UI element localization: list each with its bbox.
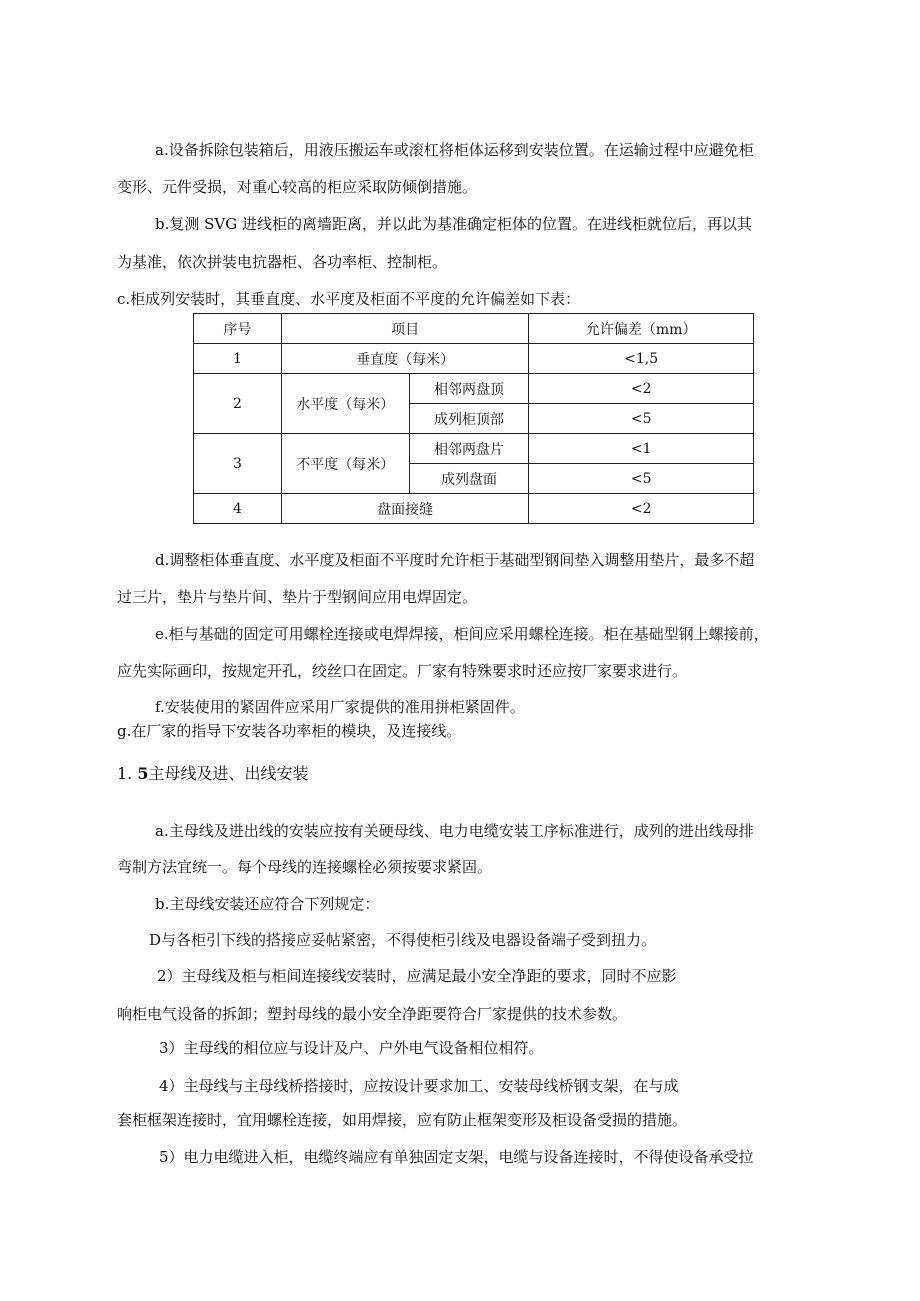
cell-tolerance: <5 xyxy=(529,404,754,434)
section-paragraph-b-line1: b.主母线安装还应符合下列规定： xyxy=(155,895,380,913)
cell-item: 垂直度（每米） xyxy=(281,344,529,374)
cell-subitem: 相邻两盘顶 xyxy=(409,374,529,404)
section-number-bold: 5 xyxy=(137,764,149,783)
cell-item: 不平度（每米） xyxy=(281,434,409,494)
cell-no: 2 xyxy=(194,374,282,434)
section-number-prefix: 1. xyxy=(117,764,138,783)
paragraph-a-line1: a.设备拆除包装箱后，用液压搬运车或滚杠将柜体运移到安装位置。在运输过程中应避免柜 xyxy=(155,141,754,159)
list-item-2-line1: 2）主母线及柜与柜间连接线安装时，应满足最小安全净距的要求，同时不应影 xyxy=(157,967,677,985)
list-item-5: 5）电力电缆进入柜，电缆终端应有单独固定支架，电缆与设备连接时，不得使设备承受拉 xyxy=(159,1148,754,1166)
table-row xyxy=(194,344,754,374)
section-paragraph-a-line1: a.主母线及进出线的安装应按有关硬母线、电力电缆安装工序标准进行，成列的进出线母排 xyxy=(155,822,754,840)
table-row xyxy=(194,494,754,524)
table-row xyxy=(194,434,754,464)
paragraph-g-line1: g.在厂家的指导下安装各功率柜的模块，及连接线。 xyxy=(117,722,462,740)
paragraph-b-line2: 为基准，依次拼装电抗器柜、各功率柜、控制柜。 xyxy=(117,253,448,271)
tolerance-table xyxy=(193,313,754,524)
list-item-4-line2: 套柜框架连接时，宜用螺栓连接，如用焊接，应有防止框架变形及柜设备受损的措施。 xyxy=(117,1111,688,1129)
cell-no: 3 xyxy=(194,434,282,494)
cell-item: 盘面接缝 xyxy=(281,494,529,524)
cell-tolerance: <5 xyxy=(529,464,754,494)
cell-no: 4 xyxy=(194,494,282,524)
paragraph-d-line1: d.调整柜体垂直度、水平度及柜面不平度时允许柜于基础型钢间垫入调整用垫片，最多不超 xyxy=(155,551,755,569)
cell-tolerance: <2 xyxy=(529,494,754,524)
list-item-1: D与各柜引下线的搭接应妥帖紧密，不得使柜引线及电器设备端子受到扭力。 xyxy=(149,931,657,949)
cell-no: 1 xyxy=(194,344,282,374)
paragraph-a-line2: 变形、元件受损，对重心较高的柜应采取防倾倒措施。 xyxy=(117,178,478,196)
list-item-4-line1: 4）主母线与主母线桥搭接时，应按设计要求加工、安装母线桥钢支架，在与成 xyxy=(159,1077,679,1095)
table-row xyxy=(194,374,754,404)
cell-item: 水平度（每米） xyxy=(281,374,409,434)
paragraph-d-line2: 过三片，垫片与垫片间、垫片于型钢间应用电焊固定。 xyxy=(117,588,478,606)
section-paragraph-a-line2: 弯制方法宜统一。每个母线的连接螺栓必须按要求紧固。 xyxy=(117,858,493,876)
table-header-row xyxy=(194,314,754,344)
paragraph-c-line1: c.柜成列安装时，其垂直度、水平度及柜面不平度的允许偏差如下表： xyxy=(117,290,581,308)
section-heading xyxy=(117,764,309,784)
cell-tolerance: <1 xyxy=(529,434,754,464)
header-tolerance: 允许偏差（mm） xyxy=(529,314,754,344)
paragraph-e-line1: e.柜与基础的固定可用螺栓连接或电焊焊接，柜间应采用螺栓连接。柜在基础型钢上螺接前， xyxy=(155,625,769,643)
cell-subitem: 成列盘面 xyxy=(409,464,529,494)
cell-tolerance: <2 xyxy=(529,374,754,404)
list-item-3: 3）主母线的相位应与设计及户、户外电气设备相位相符。 xyxy=(159,1039,544,1057)
paragraph-e-line2: 应先实际画印，按规定开孔，绞丝口在固定。厂家有特殊要求时还应按厂家要求进行。 xyxy=(117,662,688,680)
paragraph-b-line1: b.复测 SVG 进线柜的离墙距离，并以此为基准确定柜体的位置。在进线柜就位后，再以其 xyxy=(155,215,753,233)
list-item-2-line2: 响柜电气设备的拆卸；塑封母线的最小安全净距要符合厂家提供的技术参数。 xyxy=(117,1005,628,1023)
header-item: 项目 xyxy=(281,314,529,344)
section-title: 主母线及进、出线安装 xyxy=(148,764,309,783)
cell-subitem: 成列柜顶部 xyxy=(409,404,529,434)
paragraph-f-line1: f.安装使用的紧固件应采用厂家提供的准用拼柜紧固件。 xyxy=(155,698,525,716)
header-no: 序号 xyxy=(194,314,282,344)
cell-tolerance: <1,5 xyxy=(529,344,754,374)
cell-subitem: 相邻两盘片 xyxy=(409,434,529,464)
